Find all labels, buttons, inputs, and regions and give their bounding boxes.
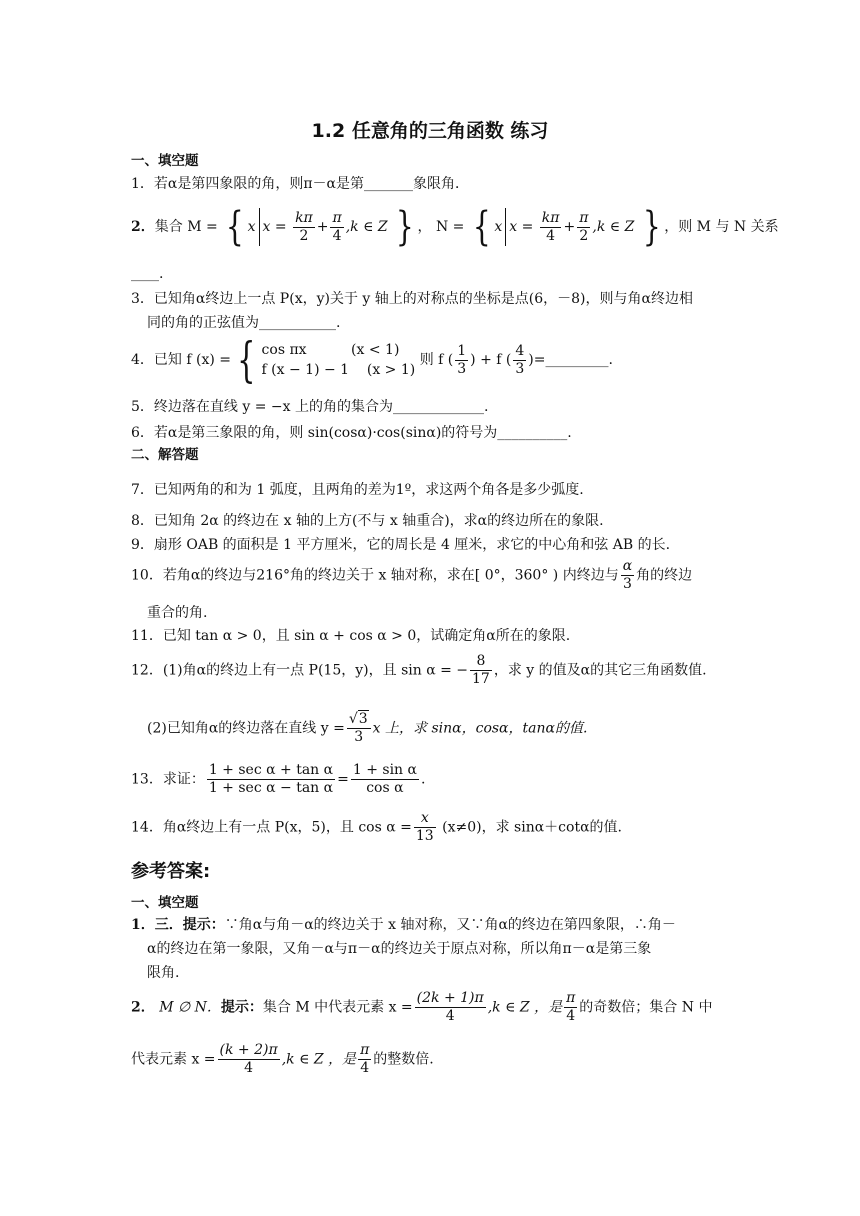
- fraction: $\frac{x}{13}$: [415, 810, 434, 844]
- question-13: 13．求证： $\frac{\text{1 + sec α + tan α}}{\text{1 + sec α − tan α}}$ = $\frac{\text{1 + sin α}}{\text{cos α}}$ .: [131, 762, 426, 796]
- fraction: $\frac{√3}{3}$: [347, 711, 371, 746]
- question-10: 10．若角α的终边与216°角的终边关于 x 轴对称，求在[ 0°，360° ) 内终边与 $\frac{\alpha}{3}$ 角的终边: [131, 558, 693, 592]
- sqrt-sign: √3: [348, 711, 368, 727]
- answer-1-line-1: 1．三．提示：∵角α与角－α的终边关于 x 轴对称，又∵角α的终边在第四象限，∴角－: [131, 917, 676, 933]
- answers-title: 参考答案:: [131, 861, 211, 882]
- question-6: 6．若α是第三象限的角，则 sin(cosα)·cos(sinα)的符号为__________.: [131, 425, 572, 441]
- fraction: $\frac{(k + 2)\pi}{4}$: [219, 1042, 278, 1076]
- fraction: $\frac{\pi}{4}$: [566, 990, 576, 1024]
- answers-section-fill-in: 一、填空题: [131, 895, 199, 911]
- answer-2-line-2: 代表元素 x = $\frac{(k + 2)\pi}{4}$ ,k ∈ Z ，是 $\frac{\pi}{4}$ 的整数倍.: [131, 1042, 434, 1076]
- question-5: 5．终边落在直线 y = −x 上的角的集合为_____________.: [131, 399, 489, 415]
- question-9: 9．扇形 OAB 的面积是 1 平方厘米，它的周长是 4 厘米，求它的中心角和弦 AB 的长.: [131, 537, 671, 553]
- fraction: $\frac{k\pi}{2}$: [295, 209, 313, 244]
- question-14: 14．角α终边上有一点 P(x，5)，且 cos α = $\frac{x}{13}$ (x≠0)，求 sinα＋cotα的值.: [131, 810, 622, 844]
- question-1: 1．若α是第四象限的角，则π－α是第_______象限角．: [131, 176, 470, 192]
- fraction: $\frac{\text{1 + sin α}}{\text{cos α}}$: [352, 762, 417, 796]
- fraction: $\frac{\alpha}{3}$: [622, 558, 633, 592]
- fraction: $\frac{k\pi}{4}$: [541, 209, 560, 244]
- question-12-part-1: 12．(1)角α的终边上有一点 P(15，y)，且 sin α = − $\frac{8}{17}$ ，求 y 的值及α的其它三角函数值.: [131, 653, 707, 687]
- fraction: $\frac{4}{3}$: [515, 342, 525, 377]
- section-fill-in: 一、填空题: [131, 153, 199, 169]
- page-title: 1.2 任意角的三角函数 练习: [311, 120, 549, 142]
- question-2: 2．集合 M = { x x = $\frac{k\pi}{2}$ + $\frac{\pi}{4}$ ,k ∈ Z } ， N = { x x = $\frac{k\pi}{4}$ + $\frac{\pi}{2}$ ,k ∈ Z } ，则 M 与 N 关系: [131, 204, 779, 250]
- question-11: 11．已知 tan α > 0，且 sin α + cos α > 0，试确定角α所在的象限.: [131, 628, 571, 644]
- question-2-continued: ____.: [131, 266, 164, 282]
- fraction: $\frac{\pi}{4}$: [332, 209, 342, 244]
- piecewise-brace: {: [237, 332, 256, 388]
- fraction: $\frac{1}{3}$: [457, 342, 467, 377]
- question-3-line-1: 3．已知角α终边上一点 P(x，y)关于 y 轴上的对称点的坐标是点(6，－8)，则与角α终边相: [131, 291, 693, 307]
- fraction: $\frac{\text{1 + sec α + tan α}}{\text{1 + sec α − tan α}}$: [208, 762, 334, 796]
- fraction: $\frac{8}{17}$: [472, 653, 490, 687]
- answer-1-line-3: 限角.: [147, 965, 180, 981]
- answer-1-line-2: α的终边在第一象限，又角－α与π－α的终边关于原点对称，所以角π－α是第三象: [147, 941, 652, 957]
- set-brace: {: [225, 204, 244, 250]
- question-8: 8．已知角 2α 的终边在 x 轴的上方(不与 x 轴重合)，求α的终边所在的象限.: [131, 513, 604, 529]
- question-4: 4．已知 f (x) = { cos πx (x < 1) f (x − 1) − 1 (x > 1) 则 f ( $\frac{1}{3}$ ) + f ( $\frac{4}{3}$ )=_________.: [131, 332, 613, 388]
- fraction: $\frac{\pi}{2}$: [579, 209, 589, 244]
- fraction: $\frac{(2k + 1)\pi}{4}$: [416, 990, 484, 1024]
- question-3-line-2: 同的角的正弦值为___________.: [147, 315, 341, 331]
- section-answer-questions: 二、解答题: [131, 447, 199, 463]
- question-10-continued: 重合的角.: [147, 605, 208, 621]
- question-12-part-2: (2)已知角α的终边落在直线 y = $\frac{√3}{3}$ x 上，求 sinα，cosα，tanα的值.: [147, 711, 588, 745]
- question-7: 7．已知两角的和为 1 弧度，且两角的差为1º，求这两个角各是多少弧度.: [131, 482, 584, 498]
- answer-2-line-1: 2． M ∅ N．提示：集合 M 中代表元素 x = $\frac{(2k + 1)\pi}{4}$ ,k ∈ Z ，是 $\frac{\pi}{4}$ 的奇数倍；集合 N 中: [131, 990, 713, 1024]
- fraction: $\frac{\pi}{4}$: [360, 1042, 370, 1076]
